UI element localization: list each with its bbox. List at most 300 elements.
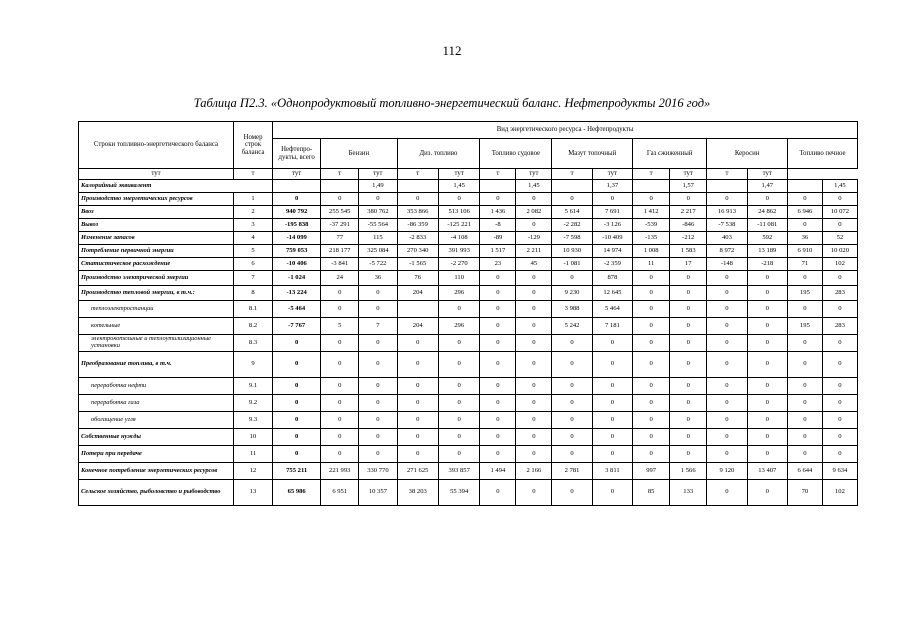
- data-cell: 0: [321, 378, 359, 395]
- data-cell: 0: [707, 271, 747, 286]
- data-cell: 0: [592, 335, 632, 352]
- calorific-value: 1,45: [822, 180, 857, 193]
- data-cell: 0: [670, 429, 707, 446]
- data-cell: 0: [480, 412, 516, 429]
- data-cell: -86 359: [397, 219, 438, 232]
- data-cell: 0: [592, 352, 632, 378]
- data-cell: 0: [707, 429, 747, 446]
- data-cell: -5 464: [273, 301, 321, 318]
- table-row: [79, 378, 858, 395]
- data-cell: 0: [359, 412, 397, 429]
- data-cell: 296: [438, 318, 479, 335]
- data-cell: 0: [822, 271, 857, 286]
- data-cell: 0: [480, 301, 516, 318]
- data-cell: 0: [516, 480, 552, 506]
- data-cell: -212: [670, 232, 707, 245]
- data-cell: 0: [822, 395, 857, 412]
- data-cell: 0: [273, 395, 321, 412]
- data-cell: 2 082: [516, 206, 552, 219]
- data-cell: 0: [516, 193, 552, 206]
- row-number: 3: [233, 219, 272, 232]
- data-cell: 3 988: [552, 301, 592, 318]
- data-cell: -1 565: [397, 258, 438, 271]
- data-cell: 3 811: [592, 463, 632, 480]
- data-cell: 0: [480, 378, 516, 395]
- header-total: Нефтепро-дукты, всего: [273, 139, 321, 169]
- data-cell: 218 177: [321, 245, 359, 258]
- calorific-value: 1,45: [516, 180, 552, 193]
- data-cell: -8: [480, 219, 516, 232]
- data-cell: 36: [359, 271, 397, 286]
- row-label: теплоэлектростанции: [79, 301, 234, 318]
- data-cell: 65 986: [273, 480, 321, 506]
- data-cell: 7 181: [592, 318, 632, 335]
- data-cell: -55 564: [359, 219, 397, 232]
- data-cell: 7: [359, 318, 397, 335]
- data-cell: 76: [397, 271, 438, 286]
- row-number: 13: [233, 480, 272, 506]
- data-cell: 77: [321, 232, 359, 245]
- unit-cell: тут: [273, 169, 321, 180]
- table-row: [79, 206, 858, 219]
- data-cell: 5 614: [552, 206, 592, 219]
- data-cell: 195: [787, 286, 822, 301]
- data-cell: 115: [359, 232, 397, 245]
- unit-cell: т: [397, 169, 438, 180]
- data-cell: -218: [747, 258, 787, 271]
- calorific-value: [480, 180, 516, 193]
- data-cell: 10 020: [822, 245, 857, 258]
- data-cell: -1 024: [273, 271, 321, 286]
- data-cell: 0: [321, 412, 359, 429]
- data-cell: 0: [397, 429, 438, 446]
- data-cell: 36: [787, 232, 822, 245]
- row-label: Изменение запасов: [79, 232, 234, 245]
- data-cell: 0: [707, 480, 747, 506]
- table-row: [79, 286, 858, 301]
- data-cell: 1 517: [480, 245, 516, 258]
- data-cell: 0: [633, 429, 670, 446]
- data-cell: 0: [787, 446, 822, 463]
- data-cell: 330 770: [359, 463, 397, 480]
- data-cell: 0: [480, 395, 516, 412]
- data-cell: 0: [438, 352, 479, 378]
- data-cell: 0: [822, 301, 857, 318]
- data-cell: 52: [822, 232, 857, 245]
- unit-cell: т: [321, 169, 359, 180]
- calorific-value: [321, 180, 359, 193]
- data-cell: 0: [552, 352, 592, 378]
- row-number: 9: [233, 352, 272, 378]
- data-cell: 0: [273, 429, 321, 446]
- row-number: 9.2: [233, 395, 272, 412]
- data-cell: 0: [516, 286, 552, 301]
- data-cell: 0: [397, 193, 438, 206]
- row-label: Производство тепловой энергии, в т.ч.:: [79, 286, 234, 301]
- data-cell: 9 634: [822, 463, 857, 480]
- data-cell: 0: [359, 301, 397, 318]
- row-number: 9.3: [233, 412, 272, 429]
- row-label: Потребление первичной энергии: [79, 245, 234, 258]
- data-cell: 0: [670, 318, 707, 335]
- data-cell: 0: [321, 286, 359, 301]
- data-cell: 0: [633, 395, 670, 412]
- data-cell: 0: [480, 271, 516, 286]
- data-cell: 0: [592, 412, 632, 429]
- row-label: Преобразование топлива, в т.ч.: [79, 352, 234, 378]
- data-cell: 0: [552, 378, 592, 395]
- data-cell: 55 394: [438, 480, 479, 506]
- data-cell: -2 270: [438, 258, 479, 271]
- calorific-value: [787, 180, 822, 193]
- data-cell: 195: [787, 318, 822, 335]
- data-cell: 325 084: [359, 245, 397, 258]
- calorific-value: 1,49: [359, 180, 397, 193]
- data-cell: 6 946: [787, 206, 822, 219]
- data-cell: 2 211: [516, 245, 552, 258]
- header-product: Бензин: [321, 139, 397, 169]
- data-cell: -37 291: [321, 219, 359, 232]
- data-cell: 0: [670, 335, 707, 352]
- data-cell: 0: [273, 352, 321, 378]
- data-cell: 24: [321, 271, 359, 286]
- unit-cell: т: [233, 169, 272, 180]
- data-cell: 9 230: [552, 286, 592, 301]
- data-cell: -2 359: [592, 258, 632, 271]
- data-cell: 997: [633, 463, 670, 480]
- data-cell: 0: [516, 395, 552, 412]
- data-cell: 0: [633, 412, 670, 429]
- row-number: 5: [233, 245, 272, 258]
- data-cell: 0: [787, 412, 822, 429]
- unit-cell: т: [480, 169, 516, 180]
- data-cell: 0: [321, 395, 359, 412]
- data-cell: 0: [670, 412, 707, 429]
- data-cell: 10 072: [822, 206, 857, 219]
- data-cell: 0: [822, 352, 857, 378]
- data-cell: 0: [822, 193, 857, 206]
- data-cell: -5 722: [359, 258, 397, 271]
- data-cell: 6 951: [321, 480, 359, 506]
- data-cell: 0: [438, 335, 479, 352]
- data-cell: 0: [707, 286, 747, 301]
- data-cell: 0: [747, 193, 787, 206]
- row-number: 2: [233, 206, 272, 219]
- row-number: 6: [233, 258, 272, 271]
- data-cell: 7 691: [592, 206, 632, 219]
- row-label: переработка газа: [79, 395, 234, 412]
- data-cell: -539: [633, 219, 670, 232]
- data-cell: -7 598: [552, 232, 592, 245]
- data-cell: 0: [273, 335, 321, 352]
- row-label: Ввоз: [79, 206, 234, 219]
- row-number: 10: [233, 429, 272, 446]
- data-cell: 271 625: [397, 463, 438, 480]
- data-cell: 283: [822, 318, 857, 335]
- calorific-value: [397, 180, 438, 193]
- row-number: 11: [233, 446, 272, 463]
- data-cell: 0: [480, 318, 516, 335]
- data-cell: 0: [359, 395, 397, 412]
- data-cell: 16 913: [707, 206, 747, 219]
- data-cell: 0: [321, 446, 359, 463]
- data-cell: 0: [707, 193, 747, 206]
- row-number: 1: [233, 193, 272, 206]
- table-row: [79, 245, 858, 258]
- row-label: Конечное потребление энергетических ресурсов: [79, 463, 234, 480]
- data-cell: 0: [273, 378, 321, 395]
- row-number: 9.1: [233, 378, 272, 395]
- page-number: 112: [442, 43, 462, 58]
- row-label: обогащение угля: [79, 412, 234, 429]
- data-cell: 0: [516, 412, 552, 429]
- header-product: Топливо судовое: [480, 139, 552, 169]
- table-row: [79, 463, 858, 480]
- data-cell: 0: [321, 335, 359, 352]
- data-cell: 0: [592, 480, 632, 506]
- data-cell: 0: [707, 352, 747, 378]
- table-row: [79, 412, 858, 429]
- data-cell: 0: [747, 480, 787, 506]
- data-cell: 5 464: [592, 301, 632, 318]
- data-cell: 0: [707, 378, 747, 395]
- data-cell: 0: [822, 412, 857, 429]
- data-cell: 0: [670, 352, 707, 378]
- data-cell: 0: [787, 301, 822, 318]
- data-cell: 0: [516, 219, 552, 232]
- data-cell: 0: [787, 352, 822, 378]
- data-cell: 0: [670, 193, 707, 206]
- header-product: Газ сжиженный: [633, 139, 707, 169]
- row-label: Калорийный эквивалент: [79, 180, 273, 193]
- data-cell: 0: [670, 378, 707, 395]
- calorific-row: [79, 180, 858, 193]
- data-cell: -11 081: [747, 219, 787, 232]
- data-cell: 0: [670, 271, 707, 286]
- table-row: [79, 271, 858, 286]
- table-row: [79, 193, 858, 206]
- header-group: Вид энергетического ресурса - Нефтепродукты: [273, 122, 858, 139]
- data-cell: 0: [397, 335, 438, 352]
- data-cell: 0: [516, 446, 552, 463]
- header-product: Топливо печное: [787, 139, 857, 169]
- unit-cell: тут: [79, 169, 234, 180]
- data-cell: 0: [273, 446, 321, 463]
- data-cell: 0: [397, 412, 438, 429]
- header-row-number: Номер строк баланса: [233, 122, 272, 169]
- data-cell: 13 189: [747, 245, 787, 258]
- header-product: Диз. топливо: [397, 139, 480, 169]
- data-cell: 0: [633, 352, 670, 378]
- data-cell: 2 217: [670, 206, 707, 219]
- data-cell: 0: [480, 335, 516, 352]
- row-number: 4: [233, 232, 272, 245]
- data-cell: 0: [516, 335, 552, 352]
- data-cell: 296: [438, 286, 479, 301]
- calorific-value: 1,57: [670, 180, 707, 193]
- data-cell: 0: [359, 335, 397, 352]
- data-cell: -129: [516, 232, 552, 245]
- table-row: [79, 480, 858, 506]
- data-cell: 283: [822, 286, 857, 301]
- unit-cell: т: [552, 169, 592, 180]
- energy-balance-table: [78, 121, 858, 506]
- data-cell: 1 436: [480, 206, 516, 219]
- data-cell: 0: [707, 335, 747, 352]
- data-cell: 0: [397, 446, 438, 463]
- unit-cell: тут: [670, 169, 707, 180]
- data-cell: -7 538: [707, 219, 747, 232]
- data-cell: 0: [787, 271, 822, 286]
- data-cell: 0: [321, 352, 359, 378]
- data-cell: 0: [822, 219, 857, 232]
- data-cell: 0: [787, 395, 822, 412]
- data-cell: 0: [438, 446, 479, 463]
- data-cell: 0: [321, 429, 359, 446]
- data-cell: -7 767: [273, 318, 321, 335]
- row-label: переработка нефти: [79, 378, 234, 395]
- data-cell: 0: [670, 301, 707, 318]
- data-cell: 0: [633, 446, 670, 463]
- data-cell: -195 838: [273, 219, 321, 232]
- data-cell: -10 409: [592, 232, 632, 245]
- data-cell: 0: [359, 446, 397, 463]
- data-cell: 1 566: [670, 463, 707, 480]
- data-cell: 391 993: [438, 245, 479, 258]
- data-cell: 0: [516, 301, 552, 318]
- data-cell: 0: [516, 429, 552, 446]
- data-cell: -1 081: [552, 258, 592, 271]
- data-cell: 0: [592, 446, 632, 463]
- data-cell: 0: [633, 335, 670, 352]
- data-cell: 6 644: [787, 463, 822, 480]
- data-cell: 0: [397, 395, 438, 412]
- data-cell: 0: [273, 412, 321, 429]
- data-cell: 0: [359, 286, 397, 301]
- row-label: котельные: [79, 318, 234, 335]
- data-cell: 102: [822, 258, 857, 271]
- data-cell: [397, 301, 438, 318]
- data-cell: 0: [670, 286, 707, 301]
- row-number: 8: [233, 286, 272, 301]
- data-cell: 110: [438, 271, 479, 286]
- data-cell: 0: [516, 318, 552, 335]
- data-cell: 1 412: [633, 206, 670, 219]
- data-cell: 12 645: [592, 286, 632, 301]
- data-cell: 204: [397, 318, 438, 335]
- data-cell: 0: [747, 271, 787, 286]
- calorific-value: [273, 180, 321, 193]
- data-cell: 0: [747, 429, 787, 446]
- header-product: Мазут топочный: [552, 139, 633, 169]
- data-cell: 0: [359, 352, 397, 378]
- row-number: 12: [233, 463, 272, 480]
- data-cell: 13 407: [747, 463, 787, 480]
- unit-cell: т: [633, 169, 670, 180]
- data-cell: 0: [747, 412, 787, 429]
- data-cell: 393 857: [438, 463, 479, 480]
- unit-cell: тут: [747, 169, 787, 180]
- data-cell: 0: [633, 301, 670, 318]
- data-cell: -148: [707, 258, 747, 271]
- data-cell: 1 008: [633, 245, 670, 258]
- data-cell: 11: [633, 258, 670, 271]
- unit-cell: тут: [438, 169, 479, 180]
- data-cell: 10 357: [359, 480, 397, 506]
- row-label: Потери при передаче: [79, 446, 234, 463]
- data-cell: 45: [516, 258, 552, 271]
- data-cell: 9 120: [707, 463, 747, 480]
- calorific-value: [633, 180, 670, 193]
- data-cell: 0: [438, 378, 479, 395]
- data-cell: 0: [633, 271, 670, 286]
- header-product: Керосин: [707, 139, 788, 169]
- data-cell: 8 972: [707, 245, 747, 258]
- data-cell: 0: [552, 395, 592, 412]
- data-cell: 0: [397, 352, 438, 378]
- data-cell: 0: [592, 395, 632, 412]
- data-cell: 0: [552, 429, 592, 446]
- calorific-value: 1,37: [592, 180, 632, 193]
- data-cell: 38 203: [397, 480, 438, 506]
- data-cell: 24 862: [747, 206, 787, 219]
- data-cell: 940 792: [273, 206, 321, 219]
- data-cell: 0: [516, 271, 552, 286]
- data-cell: 0: [633, 193, 670, 206]
- data-cell: 0: [747, 335, 787, 352]
- data-cell: -125 221: [438, 219, 479, 232]
- data-cell: -3 841: [321, 258, 359, 271]
- unit-cell: тут: [516, 169, 552, 180]
- data-cell: 0: [822, 446, 857, 463]
- data-cell: 0: [480, 429, 516, 446]
- row-number: 8.2: [233, 318, 272, 335]
- row-label: электрокотельные и теплоутилизационные установки: [79, 335, 234, 352]
- data-cell: 0: [592, 378, 632, 395]
- row-label: Собственные нужды: [79, 429, 234, 446]
- data-cell: 0: [397, 378, 438, 395]
- data-cell: 0: [480, 286, 516, 301]
- data-cell: 0: [787, 429, 822, 446]
- data-cell: 755 211: [273, 463, 321, 480]
- data-cell: 0: [633, 286, 670, 301]
- data-cell: 0: [747, 395, 787, 412]
- data-cell: 14 974: [592, 245, 632, 258]
- data-cell: 0: [321, 301, 359, 318]
- data-cell: 0: [516, 352, 552, 378]
- data-cell: -13 224: [273, 286, 321, 301]
- row-label: Производство электрической энергии: [79, 271, 234, 286]
- table-row: [79, 446, 858, 463]
- data-cell: 0: [707, 301, 747, 318]
- data-cell: 0: [592, 193, 632, 206]
- data-cell: 0: [747, 446, 787, 463]
- data-cell: -135: [633, 232, 670, 245]
- data-cell: 0: [707, 412, 747, 429]
- data-cell: 0: [552, 193, 592, 206]
- data-cell: 0: [633, 318, 670, 335]
- data-cell: 204: [397, 286, 438, 301]
- table-row: [79, 318, 858, 335]
- data-cell: 255 545: [321, 206, 359, 219]
- data-cell: 0: [822, 429, 857, 446]
- row-label: Статистическое расхождение: [79, 258, 234, 271]
- data-cell: 0: [747, 301, 787, 318]
- data-cell: 0: [438, 395, 479, 412]
- table-row: [79, 335, 858, 352]
- data-cell: 0: [552, 335, 592, 352]
- data-cell: 23: [480, 258, 516, 271]
